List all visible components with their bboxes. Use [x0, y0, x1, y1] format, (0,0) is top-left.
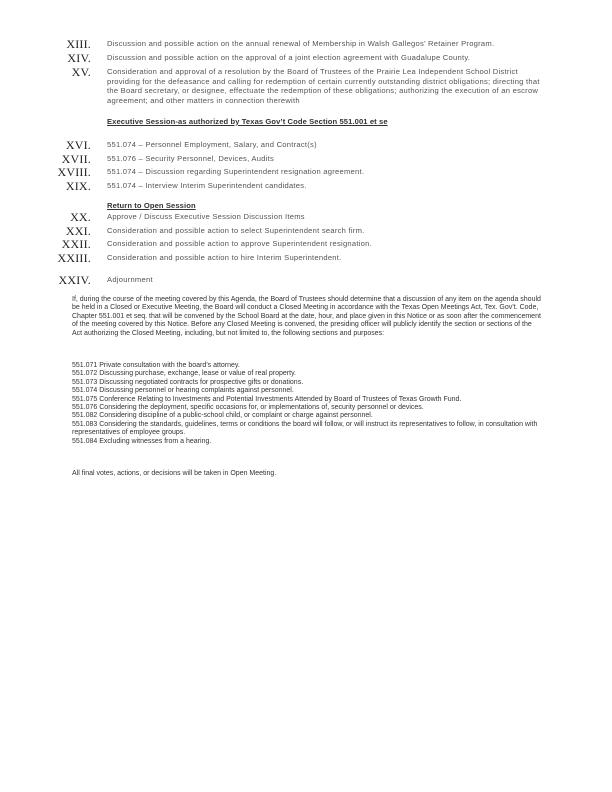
item-numeral: XVII. — [61, 152, 91, 166]
item-text: Consideration and possible action to select Superintendent search firm. — [107, 226, 365, 235]
section-item: 551.072 Discussing purchase, exchange, lease or value of real property. — [72, 370, 297, 378]
item-text: 551.074 – Discussion regarding Superintendent resignation agreement. — [107, 167, 365, 176]
item-numeral: XIII. — [66, 37, 91, 51]
item-text: Approve / Discuss Executive Session Discussion Items — [107, 212, 305, 221]
closing-statement: All final votes, actions, or decisions will be taken in Open Meeting. — [72, 470, 277, 477]
item-text: Consideration and approval of a resolution by the Board of Trustees of the Prairie Lea Independent School District providing for the defeasance and calling for redemption of certain currently outstanding district obligations; directing that the Board secretary, or designee, effectuate the redemption of these obligations; authorizing the execution of an escrow agreement; and other matters in connection therewith — [107, 67, 540, 105]
item-text: 551.074 – Interview Interim Superintendent candidates. — [107, 181, 307, 190]
section-item: 551.084 Excluding witnesses from a hearing. — [72, 437, 212, 445]
section-item: 551.074 Discussing personnel or hearing complaints against personnel. — [72, 387, 294, 395]
executive-session-heading: Executive Session-as authorized by Texas Gov’t Code Section 551.001 et se — [107, 117, 388, 126]
section-item: 551.083 Considering the standards, guidelines, terms or conditions the board will follow, or will instruct its representatives to follow, in consultation with representatives of employee groups. — [72, 420, 538, 437]
closed-meeting-notice — [72, 296, 542, 338]
item-text: 551.076 – Security Personnel, Devices, Audits — [107, 154, 275, 163]
item-numeral: XVI. — [65, 138, 91, 152]
closed-meeting-sections-list — [72, 362, 542, 446]
item-numeral: XIV. — [67, 51, 91, 65]
item-numeral: XXI. — [65, 224, 91, 238]
item-text: Adjournment — [107, 275, 153, 284]
item-text: 551.074 – Personnel Employment, Salary, and Contract(s) — [107, 140, 317, 149]
item-numeral: XXII. — [61, 237, 91, 251]
item-numeral: XXIV. — [58, 273, 91, 287]
section-item: 551.075 Conference Relating to Investments and Potential Investments Attended by Board of Trustees of Texas Growth Fund. — [72, 395, 462, 403]
item-text: Consideration and possible action to hire Interim Superintendent. — [107, 253, 342, 262]
item-text: Discussion and possible action on the approval of a joint election agreement with Guadalupe County. — [107, 53, 471, 62]
section-item: 551.082 Considering discipline of a public-school child, or complaint or charge against personnel. — [72, 412, 373, 420]
open-session-heading: Return to Open Session — [107, 201, 196, 210]
section-item: 551.073 Discussing negotiated contracts for prospective gifts or donations. — [72, 378, 304, 386]
section-item: 551.076 Considering the deployment, specific occasions for, or implementations of, security personnel or devices. — [72, 404, 424, 412]
notice-paragraph: If, during the course of the meeting covered by this Agenda, the Board of Trustees should determine that a discussion of any item on the agenda should be held in a Closed or Executive Meeting, the Board will conduct a Closed Meeting in accordance with the Texas Open Meetings Act, Tex. Gov’t. Code, Chapter 551.001 et seq. that will be convened by the School Board at the date, hour, and place given in this Notice or as soon after the commencement of the meeting covered by this Notice. Before any Closed Meeting is convened, the presiding officer will publicly identify the section or sections of the Act authorizing the Closed Meeting, including, but not limited to, the following sections and purposes: — [72, 296, 541, 337]
item-text: Discussion and possible action on the annual renewal of Membership in Walsh Gallegos’ Retainer Program. — [107, 39, 495, 48]
item-numeral: XXIII. — [57, 251, 91, 265]
item-numeral: XV. — [71, 65, 91, 79]
item-numeral: XVIII. — [57, 165, 91, 179]
item-numeral: XX. — [70, 210, 91, 224]
item-text: Consideration and possible action to approve Superintendent resignation. — [107, 239, 372, 248]
section-item: 551.071 Private consultation with the board’s attorney. — [72, 362, 240, 369]
item-numeral: XIX. — [65, 179, 91, 193]
